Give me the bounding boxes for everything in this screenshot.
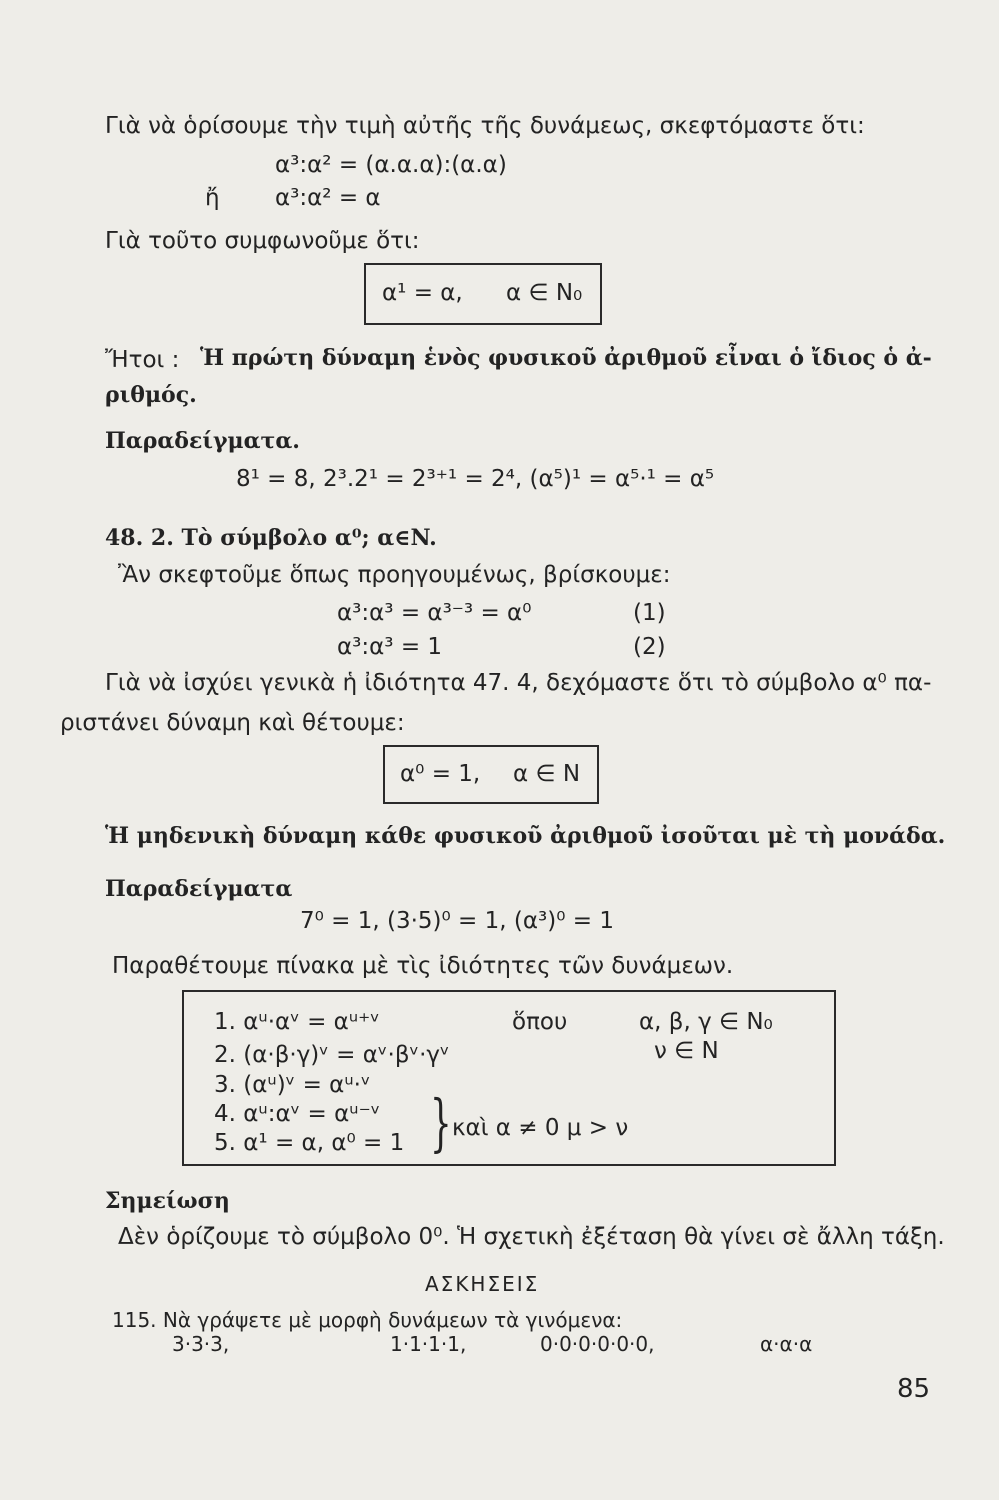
equation-label-1: (1) [633,600,666,626]
note-heading: Σημείωση [105,1188,230,1214]
equation-zero-power: α³:α³ = α³⁻³ = α⁰ [337,600,532,626]
property-2: 2. (α·β·γ)ᵛ = αᵛ·βᵛ·γᵛ [214,1042,450,1068]
definition-box-zero-power [383,745,599,804]
definition-first-power-domain: α ∈ N₀ [506,280,583,306]
or-word: ἤ [205,185,220,211]
property-3: 3. (αᵘ)ᵛ = αᵘ·ᵛ [214,1072,371,1098]
property-5: 5. α¹ = α, α⁰ = 1 [214,1130,405,1156]
accept-line: Γιὰ νὰ ἰσχύει γενικὰ ἡ ἰδιότητα 47. 4, δεχόμαστε ὅτι τὸ σύμβολο α⁰ πα- [105,670,932,696]
where-word: ὅπου [512,1009,568,1035]
condition-nonzero: καὶ α ≠ 0 μ > ν [452,1115,629,1141]
definition-zero-power: α⁰ = 1, [400,761,481,787]
equation-division: α³:α² = (α.α.α):(α.α) [275,152,507,178]
properties-table [182,990,836,1166]
property-1: 1. αᵘ·αᵛ = αᵘ⁺ᵛ [214,1009,380,1035]
examples-zero-power: 7⁰ = 1, (3·5)⁰ = 1, (α³)⁰ = 1 [300,908,614,934]
product-2: 1·1·1·1, [390,1332,467,1356]
right-brace-icon: } [430,1086,452,1159]
rule-first-power: Ἡ πρώτη δύναμη ἑνὸς φυσικοῦ ἀριθμοῦ εἶναι ὁ ἴδιος ὁ ἀ- [200,345,932,371]
note-text: Δὲν ὁρίζουμε τὸ σύμβολο 0⁰. Ἡ σχετικὴ ἐξέταση θὰ γίνει σὲ ἄλλη τάξη. [118,1224,945,1250]
equation-result: α³:α² = α [275,185,381,211]
equation-label-2: (2) [633,634,666,660]
examples-first-power: 8¹ = 8, 2³.2¹ = 2³⁺¹ = 2⁴, (α⁵)¹ = α⁵·¹ = α⁵ [236,466,715,492]
definition-first-power: α¹ = α, [382,280,463,306]
condition-domain-2: ν ∈ N [654,1038,719,1064]
product-4: α·α·α [760,1332,813,1356]
exercises-heading: ΑΣΚΗΣΕΙΣ [425,1272,540,1296]
section-heading: 48. 2. Τὸ σύμβολο α⁰; α∈N. [105,525,437,551]
examples-heading-2: Παραδείγματα [105,876,293,902]
definition-zero-power-domain: α ∈ N [513,761,581,787]
product-1: 3·3·3, [172,1332,230,1356]
page-number: 85 [897,1374,931,1404]
product-3: 0·0·0·0·0·0, [540,1332,655,1356]
definition-box-first-power [364,263,602,325]
rule-zero-power: Ἡ μηδενικὴ δύναμη κάθε φυσικοῦ ἀριθμοῦ ἰσοῦται μὲ τὴ μονάδα. [105,823,946,849]
think-line: Ἂν σκεφτοῦμε ὅπως προηγουμένως, βρίσκουμε: [118,562,671,588]
examples-heading-1: Παραδείγματα. [105,428,300,454]
equation-one: α³:α³ = 1 [337,634,443,660]
intro-line: Γιὰ νὰ ὁρίσουμε τὴν τιμὴ αὐτῆς τῆς δυνάμεως, σκεφτόμαστε ὅτι: [105,113,865,139]
condition-domain-1: α, β, γ ∈ N₀ [639,1009,773,1035]
table-intro: Παραθέτουμε πίνακα μὲ τὶς ἰδιότητες τῶν δυνάμεων. [112,953,734,979]
exercise-115: 115. Νὰ γράψετε μὲ μορφὴ δυνάμεων τὰ γινόμενα: [112,1308,623,1332]
property-4: 4. αᵘ:αᵛ = αᵘ⁻ᵛ [214,1101,381,1127]
rule-first-power-cont: ριθμός. [105,382,197,408]
htoi-word: Ἤτοι : [105,347,180,373]
accept-line-cont: ριστάνει δύναμη καὶ θέτουμε: [60,710,405,736]
agree-line: Γιὰ τοῦτο συμφωνοῦμε ὅτι: [105,228,420,254]
